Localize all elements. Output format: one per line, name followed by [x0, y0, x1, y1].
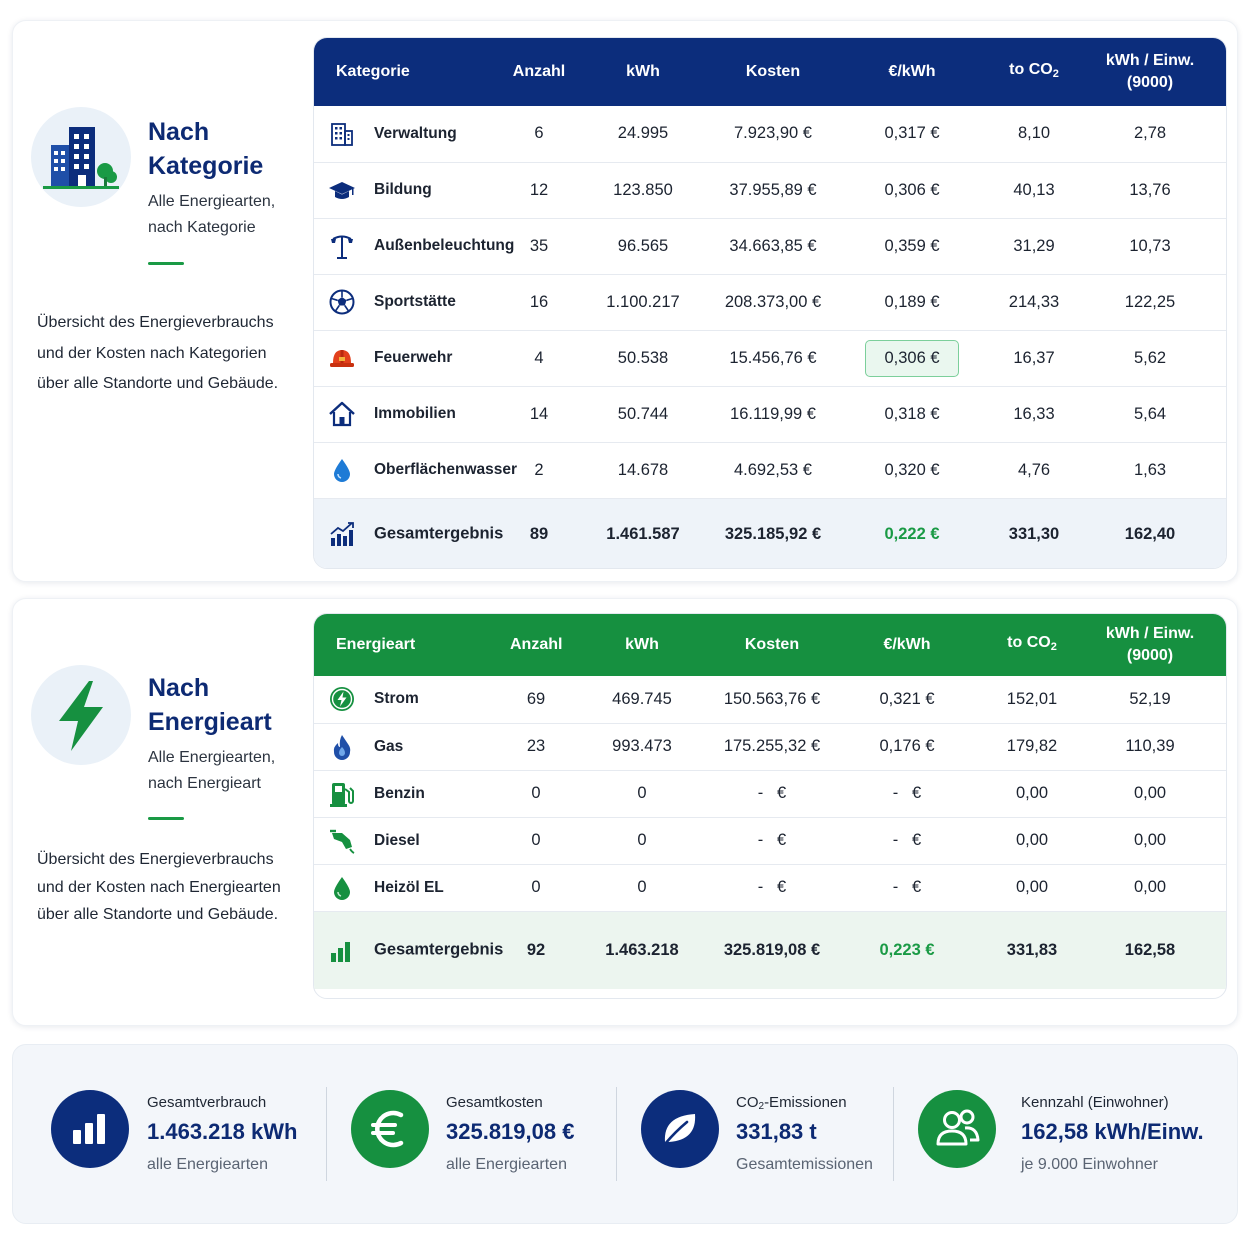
total-co2: 331,83	[992, 911, 1072, 989]
flame-icon	[328, 733, 356, 761]
kpi-summary-bar	[12, 1044, 1238, 1224]
energy-type-section	[12, 598, 1238, 1026]
highlighted-cell[interactable]: 0,306 €	[865, 340, 958, 377]
cell-anzahl: 2	[510, 442, 568, 498]
cell-co2: 214,33	[996, 274, 1072, 330]
row-label: Verwaltung	[374, 124, 457, 142]
total-row	[314, 498, 1227, 569]
category-description: Übersicht des Energieverbrauchs und der Kosten nach Kategorien über alle Standorte und Gebäude.	[37, 314, 279, 392]
table-row[interactable]	[314, 676, 1227, 723]
cell-kwh: 96.565	[568, 218, 718, 274]
cell-co2: 0,00	[992, 817, 1072, 864]
table-row[interactable]	[314, 330, 1227, 386]
kpi-sublabel: alle Energiearten	[446, 1156, 567, 1173]
header-kwh-per-einwohner[interactable]: kWh / Einw. (9000)	[1072, 38, 1227, 106]
cell-anzahl: 0	[510, 770, 562, 817]
cell-co2: 0,00	[992, 864, 1072, 911]
cell-anzahl: 4	[510, 330, 568, 386]
kpi-label: Gesamtverbrauch	[147, 1094, 267, 1111]
cell-eur-kwh: - €	[822, 817, 992, 864]
energy-type-title: Nach Energieart	[148, 674, 272, 736]
total-kwh: 1.461.587	[568, 498, 718, 569]
fuel-pump-icon	[328, 780, 356, 808]
category-sidebar	[13, 21, 309, 581]
row-label: Gas	[374, 737, 404, 755]
cell-kosten: 4.692,53 €	[718, 442, 828, 498]
kpi-total-consumption	[13, 1045, 325, 1225]
cell-per-einwohner: 13,76	[1072, 162, 1227, 218]
cell-eur-kwh: - €	[822, 864, 992, 911]
accent-divider	[148, 817, 184, 820]
kpi-label: CO2-Emissionen	[736, 1094, 847, 1112]
table-row[interactable]	[314, 864, 1227, 911]
header-kosten[interactable]: Kosten	[722, 614, 822, 676]
kpi-value: 162,58 kWh/Einw.	[1021, 1119, 1204, 1144]
cell-kwh: 0	[562, 770, 722, 817]
cell-per-einwohner: 122,25	[1072, 274, 1227, 330]
total-eur-kwh: 0,222 €	[828, 498, 996, 569]
kpi-sublabel: je 9.000 Einwohner	[1021, 1156, 1158, 1173]
lightning-icon	[328, 685, 356, 713]
kpi-label: Gesamtkosten	[446, 1094, 543, 1111]
kpi-total-costs	[327, 1045, 617, 1225]
lightning-hero-icon	[31, 665, 131, 765]
row-label: Sportstätte	[374, 293, 456, 310]
euro-icon	[351, 1090, 429, 1168]
header-energieart[interactable]: Energieart	[314, 614, 510, 676]
graduation-cap-icon	[328, 176, 356, 204]
category-subtitle: Alle Energiearten, nach Kategorie	[148, 193, 276, 236]
cell-per-einwohner: 5,64	[1072, 386, 1227, 442]
total-per-einwohner: 162,40	[1072, 498, 1227, 569]
cell-per-einwohner: 5,62	[1072, 330, 1227, 386]
cell-eur-kwh: - €	[822, 770, 992, 817]
table-header-row	[314, 38, 1227, 106]
total-per-einwohner: 162,58	[1072, 911, 1227, 989]
cell-per-einwohner: 1,63	[1072, 442, 1227, 498]
header-kosten[interactable]: Kosten	[718, 38, 828, 106]
total-kosten: 325.819,08 €	[722, 911, 822, 989]
cell-kosten: 15.456,76 €	[718, 330, 828, 386]
header-kwh[interactable]: kWh	[568, 38, 718, 106]
kpi-per-resident	[894, 1045, 1234, 1225]
cell-kwh: 0	[562, 817, 722, 864]
cell-kosten: 37.955,89 €	[718, 162, 828, 218]
row-label: Außenbeleuchtung	[374, 237, 515, 254]
row-label: Oberflächenwasser	[374, 461, 518, 478]
table-row[interactable]	[314, 723, 1227, 770]
cell-eur-kwh: 0,176 €	[822, 723, 992, 770]
total-label: Gesamtergebnis	[374, 524, 504, 543]
energy-type-sidebar	[13, 599, 309, 1025]
cell-anzahl: 0	[510, 817, 562, 864]
cell-kosten: 7.923,90 €	[718, 106, 828, 162]
header-kategorie[interactable]: Kategorie	[314, 38, 510, 106]
header-anzahl[interactable]: Anzahl	[510, 614, 562, 676]
cell-co2: 152,01	[992, 676, 1072, 723]
energy-type-description: Übersicht des Energieverbrauchs und der Kosten nach Energiearten über alle Standorte und Gebäude.	[37, 851, 281, 923]
cell-eur-kwh: 0,318 €	[828, 386, 996, 442]
cell-kosten: - €	[722, 770, 822, 817]
total-co2: 331,30	[996, 498, 1072, 569]
cell-kwh: 0	[562, 864, 722, 911]
header-eur-kwh[interactable]: €/kWh	[822, 614, 992, 676]
bar-chart-icon	[328, 936, 356, 964]
cell-per-einwohner: 0,00	[1072, 864, 1227, 911]
table-row[interactable]	[314, 162, 1227, 218]
cell-co2: 4,76	[996, 442, 1072, 498]
cell-kwh: 50.744	[568, 386, 718, 442]
row-label: Diesel	[374, 831, 420, 849]
category-title: Nach Kategorie	[148, 118, 264, 180]
cell-eur-kwh: 0,317 €	[828, 106, 996, 162]
header-kwh[interactable]: kWh	[562, 614, 722, 676]
cell-anzahl: 16	[510, 274, 568, 330]
cell-per-einwohner: 0,00	[1072, 817, 1227, 864]
cell-kosten: 16.119,99 €	[718, 386, 828, 442]
row-label: Immobilien	[374, 405, 456, 422]
cell-kwh: 993.473	[562, 723, 722, 770]
row-label: Benzin	[374, 784, 425, 802]
table-row[interactable]	[314, 442, 1227, 498]
energy-type-subtitle: Alle Energiearten, nach Energieart	[148, 749, 276, 792]
kpi-label: Kennzahl (Einwohner)	[1021, 1094, 1169, 1111]
cell-co2: 31,29	[996, 218, 1072, 274]
cell-co2: 0,00	[992, 770, 1072, 817]
table-row[interactable]	[314, 386, 1227, 442]
people-icon	[918, 1090, 996, 1168]
office-building-icon	[328, 120, 356, 148]
cell-kwh: 24.995	[568, 106, 718, 162]
kpi-value: 1.463.218 kWh	[147, 1119, 298, 1144]
cell-co2: 40,13	[996, 162, 1072, 218]
cell-per-einwohner: 0,00	[1072, 770, 1227, 817]
header-co2[interactable]: to CO2	[992, 614, 1072, 676]
cell-kwh: 469.745	[562, 676, 722, 723]
cell-eur-kwh: 0,321 €	[822, 676, 992, 723]
row-label: Heizöl EL	[374, 878, 444, 896]
cell-kosten: 34.663,85 €	[718, 218, 828, 274]
kpi-co2-emissions	[617, 1045, 893, 1225]
accent-divider	[148, 262, 184, 265]
cell-eur-kwh: 0,306 €	[828, 162, 996, 218]
leaf-icon	[641, 1090, 719, 1168]
house-icon	[328, 400, 356, 428]
total-row	[314, 911, 1227, 989]
cell-co2: 8,10	[996, 106, 1072, 162]
cell-anzahl: 6	[510, 106, 568, 162]
energy-type-table	[313, 613, 1227, 999]
table-row[interactable]	[314, 770, 1227, 817]
row-label: Strom	[374, 690, 419, 708]
cell-co2: 16,37	[996, 330, 1072, 386]
kpi-value: 325.819,08 €	[446, 1119, 575, 1144]
cell-eur-kwh: 0,320 €	[828, 442, 996, 498]
cell-co2: 179,82	[992, 723, 1072, 770]
kpi-sublabel: Gesamtemissionen	[736, 1156, 873, 1173]
building-hero-icon	[31, 107, 131, 207]
cell-anzahl: 0	[510, 864, 562, 911]
table-row[interactable]	[314, 274, 1227, 330]
total-kwh: 1.463.218	[562, 911, 722, 989]
cell-anzahl: 23	[510, 723, 562, 770]
table-row[interactable]	[314, 817, 1227, 864]
table-row[interactable]	[314, 106, 1227, 162]
cell-per-einwohner: 110,39	[1072, 723, 1227, 770]
cell-kosten: - €	[722, 817, 822, 864]
cell-kwh: 123.850	[568, 162, 718, 218]
cell-eur-kwh[interactable]	[828, 330, 996, 386]
firefighter-helmet-icon	[328, 344, 356, 372]
growth-chart-icon	[328, 520, 356, 548]
row-label: Bildung	[374, 181, 432, 198]
cell-per-einwohner: 52,19	[1072, 676, 1227, 723]
water-drop-icon	[328, 456, 356, 484]
cell-eur-kwh: 0,189 €	[828, 274, 996, 330]
total-anzahl: 92	[510, 911, 562, 989]
total-eur-kwh: 0,223 €	[822, 911, 992, 989]
cell-kwh: 50.538	[568, 330, 718, 386]
header-kwh-per-einwohner[interactable]: kWh / Einw. (9000)	[1072, 614, 1227, 676]
header-eur-kwh[interactable]: €/kWh	[828, 38, 996, 106]
bar-chart-icon	[51, 1090, 129, 1168]
cell-eur-kwh: 0,359 €	[828, 218, 996, 274]
cell-kosten: - €	[722, 864, 822, 911]
table-header-row	[314, 614, 1227, 676]
cell-anzahl: 12	[510, 162, 568, 218]
header-co2[interactable]: to CO2	[996, 38, 1072, 106]
cell-kosten: 175.255,32 €	[722, 723, 822, 770]
cell-kwh: 14.678	[568, 442, 718, 498]
kpi-value: 331,83 t	[736, 1119, 817, 1144]
cell-kwh: 1.100.217	[568, 274, 718, 330]
cell-kosten: 150.563,76 €	[722, 676, 822, 723]
kpi-sublabel: alle Energiearten	[147, 1156, 268, 1173]
category-section	[12, 20, 1238, 582]
total-anzahl: 89	[510, 498, 568, 569]
cell-anzahl: 69	[510, 676, 562, 723]
oil-drop-icon	[328, 874, 356, 902]
street-lamp-icon	[328, 232, 356, 260]
header-anzahl[interactable]: Anzahl	[510, 38, 568, 106]
row-label: Feuerwehr	[374, 349, 453, 366]
cell-per-einwohner: 2,78	[1072, 106, 1227, 162]
cell-per-einwohner: 10,73	[1072, 218, 1227, 274]
total-kosten: 325.185,92 €	[718, 498, 828, 569]
cell-co2: 16,33	[996, 386, 1072, 442]
table-row[interactable]	[314, 218, 1227, 274]
cell-kosten: 208.373,00 €	[718, 274, 828, 330]
cell-anzahl: 35	[510, 218, 568, 274]
category-table	[313, 37, 1227, 569]
total-label: Gesamtergebnis	[374, 940, 504, 959]
fuel-nozzle-icon	[328, 827, 356, 855]
cell-anzahl: 14	[510, 386, 568, 442]
soccer-ball-icon	[328, 288, 356, 316]
